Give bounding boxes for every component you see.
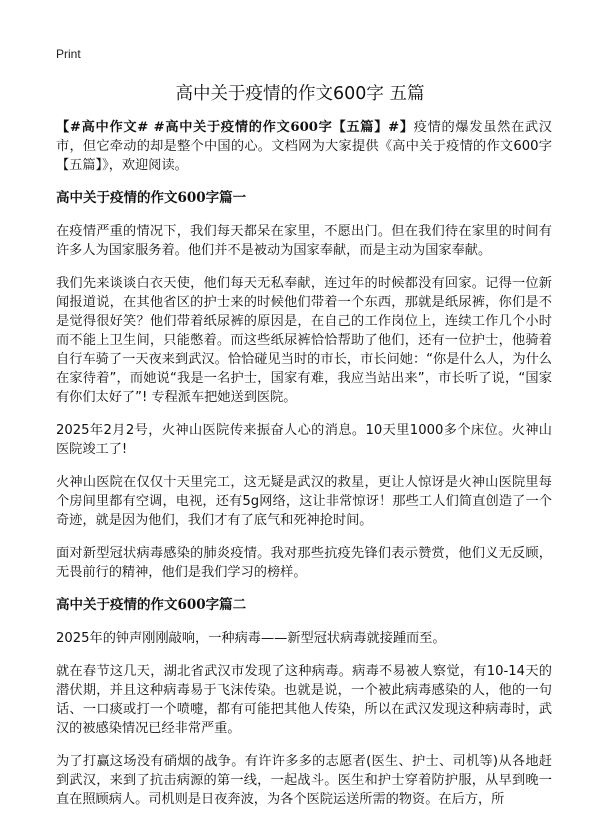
intro-text: 疫情的爆发虽然在武汉市，但它牵动的却是整个中国的心。文档网为大家提供《高中关于疫情的作文600字【五篇】》，欢迎阅读。 <box>56 120 552 173</box>
paragraph: 我们先来谈谈白衣天使，他们每天无私奉献，连过年的时候都没有回家。记得一位新闻报道说，在其他省区的护士来的时候他们带着一个东西，那就是纸尿裤，你们是不是觉得很好笑？他们带着纸尿裤的原因是，在自己的工作岗位上，连续工作几个小时而不能上卫生间，只能憋着。而这些纸尿裤恰恰帮助了他们，还有一位护士，他骑着自行车骑了一天夜来到武汉。恰恰碰见当时的市长，市长问她：“你是什么人，为什么在家待着”，而她说“我是一名护士，国家有难，我应当站出来”，市长听了说，“国家有你们太好了”! 专程派车把她送到医院。 <box>56 276 552 405</box>
section-heading: 高中关于疫情的作文600字篇二 <box>56 597 247 613</box>
print-link[interactable]: Print <box>56 47 81 61</box>
paragraph: 为了打赢这场没有硝烟的战争。有许许多多的志愿者(医生、护士、司机等)从各地赶到武汉，来到了抗击病源的第一线，一起战斗。医生和护士穿着防护服，从早到晚一直在照顾病人。司机则是日夜奔波，为各个医院运送所需的物资。在后方，所 <box>56 754 552 807</box>
section-heading: 高中关于疫情的作文600字篇一 <box>56 190 247 206</box>
article-body <box>56 118 552 823</box>
paragraph: 面对新型冠状病毒感染的肺炎疫情。我对那些抗疫先锋们表示赞赏，他们义无反顾，无畏前行的精神，他们是我们学习的榜样。 <box>56 546 552 580</box>
paragraph: 在疫情严重的情况下，我们每天都呆在家里，不愿出门。但在我们待在家里的时间有许多人为国家服务着。他们并不是被动为国家奉献，而是主动为国家奉献。 <box>56 224 552 258</box>
intro-tags: 【#高中作文# #高中关于疫情的作文600字【五篇】#】 <box>56 120 414 135</box>
paragraph: 2025年的钟声刚刚敲响，一种病毒——新型冠状病毒就接踵而至。 <box>56 631 446 646</box>
paragraph: 2025年2月2号，火神山医院传来振奋人心的消息。10天里1000多个床位。火神山医院竣工了! <box>56 423 552 457</box>
intro-paragraph <box>56 118 552 175</box>
page-title: 高中关于疫情的作文600字 五篇 <box>175 84 425 104</box>
paragraph: 就在春节这几天，湖北省武汉市发现了这种病毒。病毒不易被人察觉，有10-14天的潜伏期，并且这种病毒易于飞沫传染。也就是说，一个被此病毒感染的人，他的一句话、一口痰或打一个喷嚏，都有可能把其他人传染，所以在武汉发现这种病毒时，武汉的被感染情况已经非常严重。 <box>56 664 552 736</box>
paragraph: 火神山医院在仅仅十天里完工，这无疑是武汉的救星，更让人惊讶是火神山医院里每个房间里都有空调，电视，还有5g网络，这让非常惊讶！那些工人们简直创造了一个奇迹，就是因为他们，我们才有了底气和死神抢时间。 <box>56 475 552 528</box>
